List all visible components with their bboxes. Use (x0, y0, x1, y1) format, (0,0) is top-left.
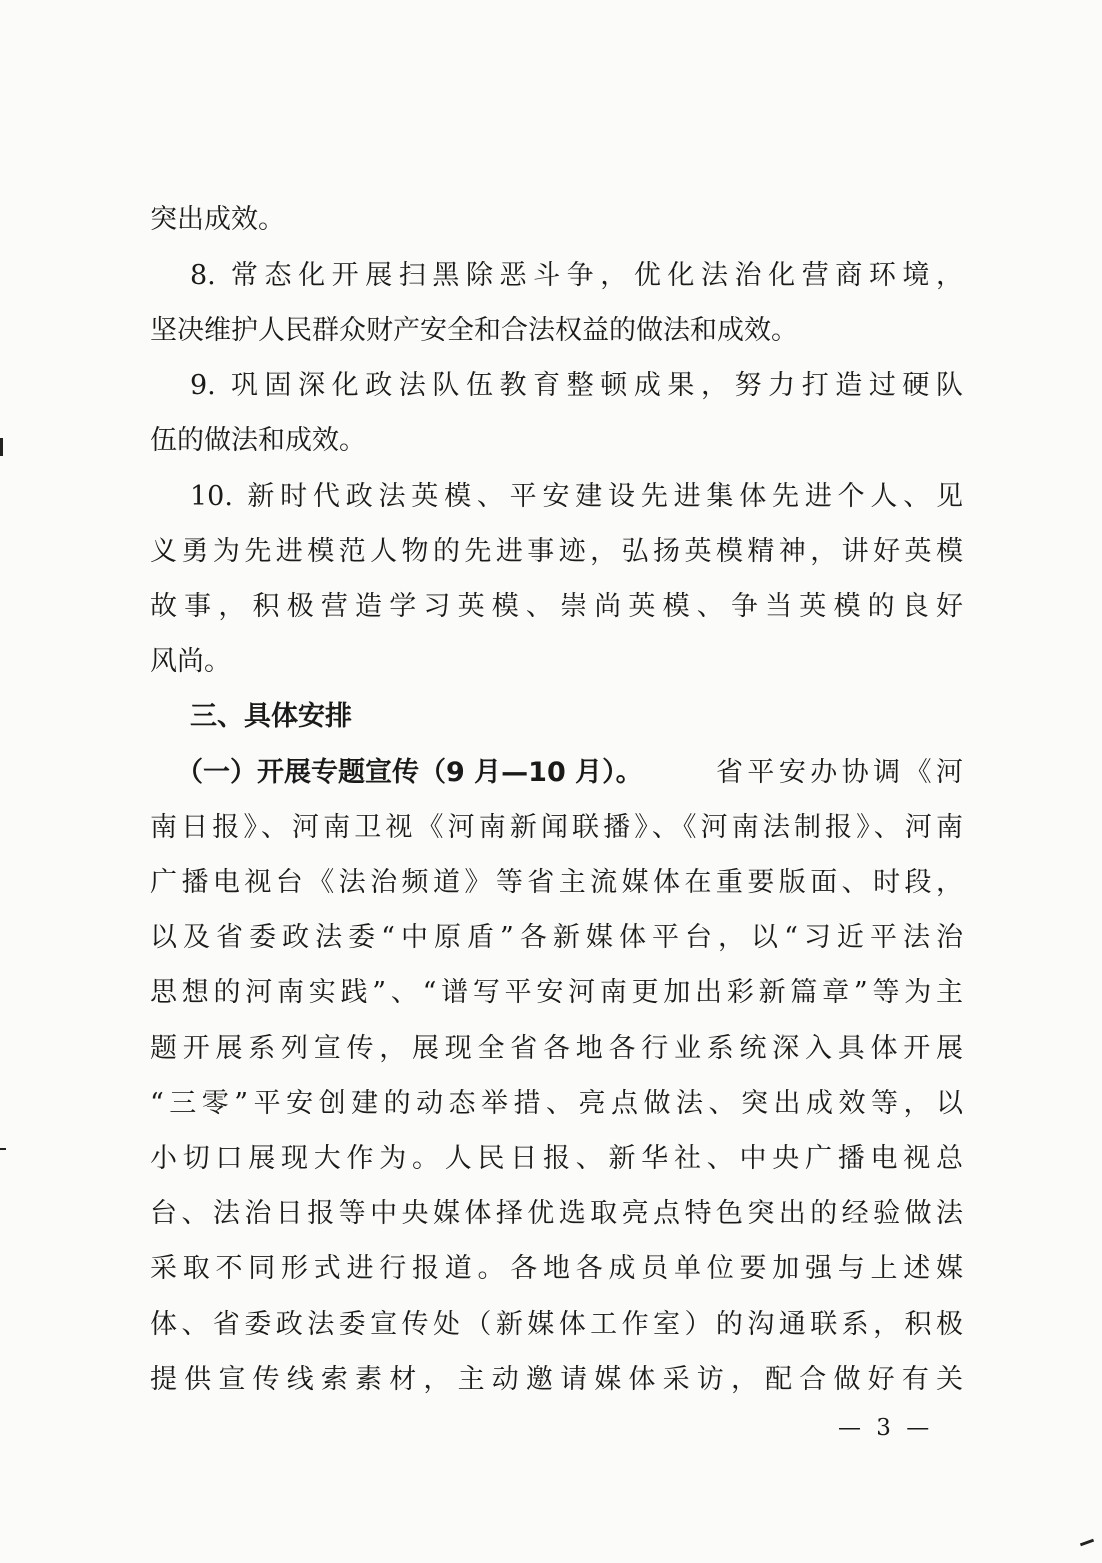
text-line-2: 8. 常态化开展扫黑除恶斗争，优化法治化营商环境， (190, 260, 963, 291)
text-line-22: 提供宣传线索素材，主动邀请媒体采访，配合做好有关 (150, 1364, 963, 1395)
text-line-6: 10. 新时代政法英模、平安建设先进集体先进个人、见 (190, 481, 963, 512)
subsection-heading: （一）开展专题宣传（9 月—10 月）。 (176, 757, 643, 788)
text-line-16: 题开展系列宣传，展现全省各地各行业系统深入具体开展 (150, 1033, 963, 1064)
text-line-5: 伍的做法和成效。 (150, 425, 366, 456)
text-line-15: 思想的河南实践”、“谱写平安河南更加出彩新篇章”等为主 (150, 977, 963, 1008)
text-line-3: 坚决维护人民群众财产安全和合法权益的做法和成效。 (150, 315, 798, 346)
text-line-4: 9. 巩固深化政法队伍教育整顿成果，努力打造过硬队 (190, 370, 963, 401)
text-line-17: “三零”平安创建的动态举措、亮点做法、突出成效等，以 (150, 1088, 963, 1119)
page-number: — 3 — (838, 1415, 934, 1441)
text-line-9: 风尚。 (150, 646, 231, 677)
text-line-21: 体、省委政法委宣传处（新媒体工作室）的沟通联系，积极 (150, 1309, 963, 1340)
text-line-14: 以及省委政法委“中原盾”各新媒体平台，以“习近平法治 (150, 922, 963, 953)
text-line-8: 故事，积极营造学习英模、崇尚英模、争当英模的良好 (150, 591, 963, 622)
section-heading: 三、具体安排 (190, 701, 352, 732)
text-line-12: 南日报》、河南卫视《河南新闻联播》、《河南法制报》、河南 (150, 812, 963, 843)
text-line-1: 突出成效。 (150, 204, 285, 235)
text-line-13: 广播电视台《法治频道》等省主流媒体在重要版面、时段， (150, 867, 963, 898)
scan-mark-corner (1080, 1539, 1094, 1547)
text-line-11: 省平安办协调《河 (716, 757, 963, 788)
text-line-19: 台、法治日报等中央媒体择优选取亮点特色突出的经验做法 (150, 1198, 963, 1229)
text-line-7: 义勇为先进模范人物的先进事迹，弘扬英模精神，讲好英模 (150, 536, 963, 567)
text-line-18: 小切口展现大作为。人民日报、新华社、中央广播电视总 (150, 1143, 963, 1174)
text-line-20: 采取不同形式进行报道。各地各成员单位要加强与上述媒 (150, 1253, 963, 1284)
scan-mark-left-1 (0, 438, 3, 456)
scan-mark-left-2 (0, 1148, 6, 1150)
